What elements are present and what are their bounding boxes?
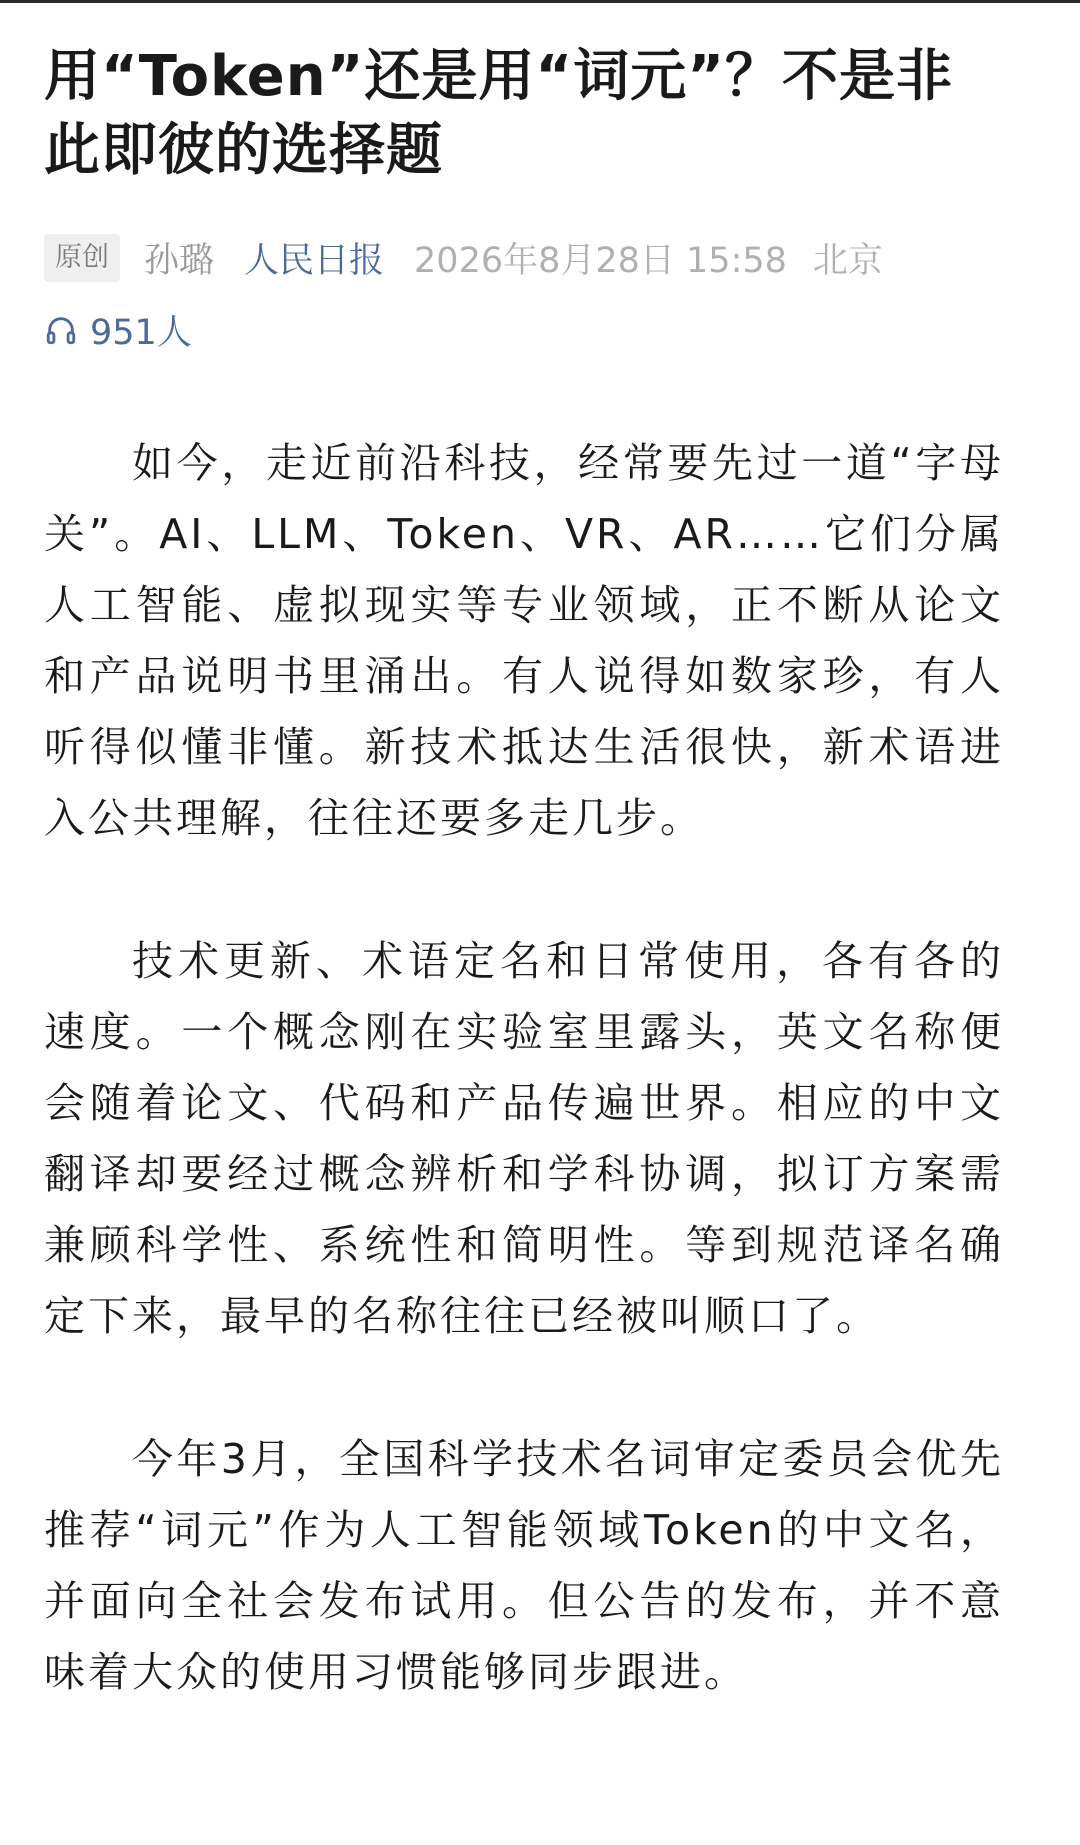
top-border: [0, 0, 1080, 3]
listen-button[interactable]: [44, 306, 1004, 354]
article-meta: [44, 232, 1004, 284]
author-name: 孙璐: [144, 241, 215, 281]
original-badge: 原创: [44, 234, 120, 282]
article-title: 用“Token”还是用“词元”？不是非此即彼的选择题: [44, 44, 954, 183]
publish-location: 北京: [812, 241, 883, 281]
paragraph: 如今，走近前沿科技，经常要先过一道“字母关”。AI、LLM、Token、VR、AR……它们分属人工智能、虚拟现实等专业领域，正不断从论文和产品说明书里涌出。有人说得如数家珍，有人听得似懂非懂。新技术抵达生活很快，新术语进入公共理解，往往还要多走几步。: [44, 439, 1004, 842]
paragraph: 今年3月，全国科学技术名词审定委员会优先推荐“词元”作为人工智能领域Token的中文名，并面向全社会发布试用。但公告的发布，并不意味着大众的使用习惯能够同步跟进。: [44, 1435, 1004, 1696]
headphone-icon: [44, 313, 78, 347]
source-account-link[interactable]: 人民日报: [244, 241, 385, 281]
article-body: [44, 428, 1004, 1708]
listen-count: 951人: [90, 313, 192, 353]
publish-datetime: 2026年8月28日 15:58: [414, 241, 787, 281]
paragraph: 技术更新、术语定名和日常使用，各有各的速度。一个概念刚在实验室里露头，英文名称便会随着论文、代码和产品传遍世界。相应的中文翻译却要经过概念辨析和学科协调，拟订方案需兼顾科学性、系统性和简明性。等到规范译名确定下来，最早的名称往往已经被叫顺口了。: [44, 937, 1004, 1340]
article: [44, 40, 1004, 1780]
